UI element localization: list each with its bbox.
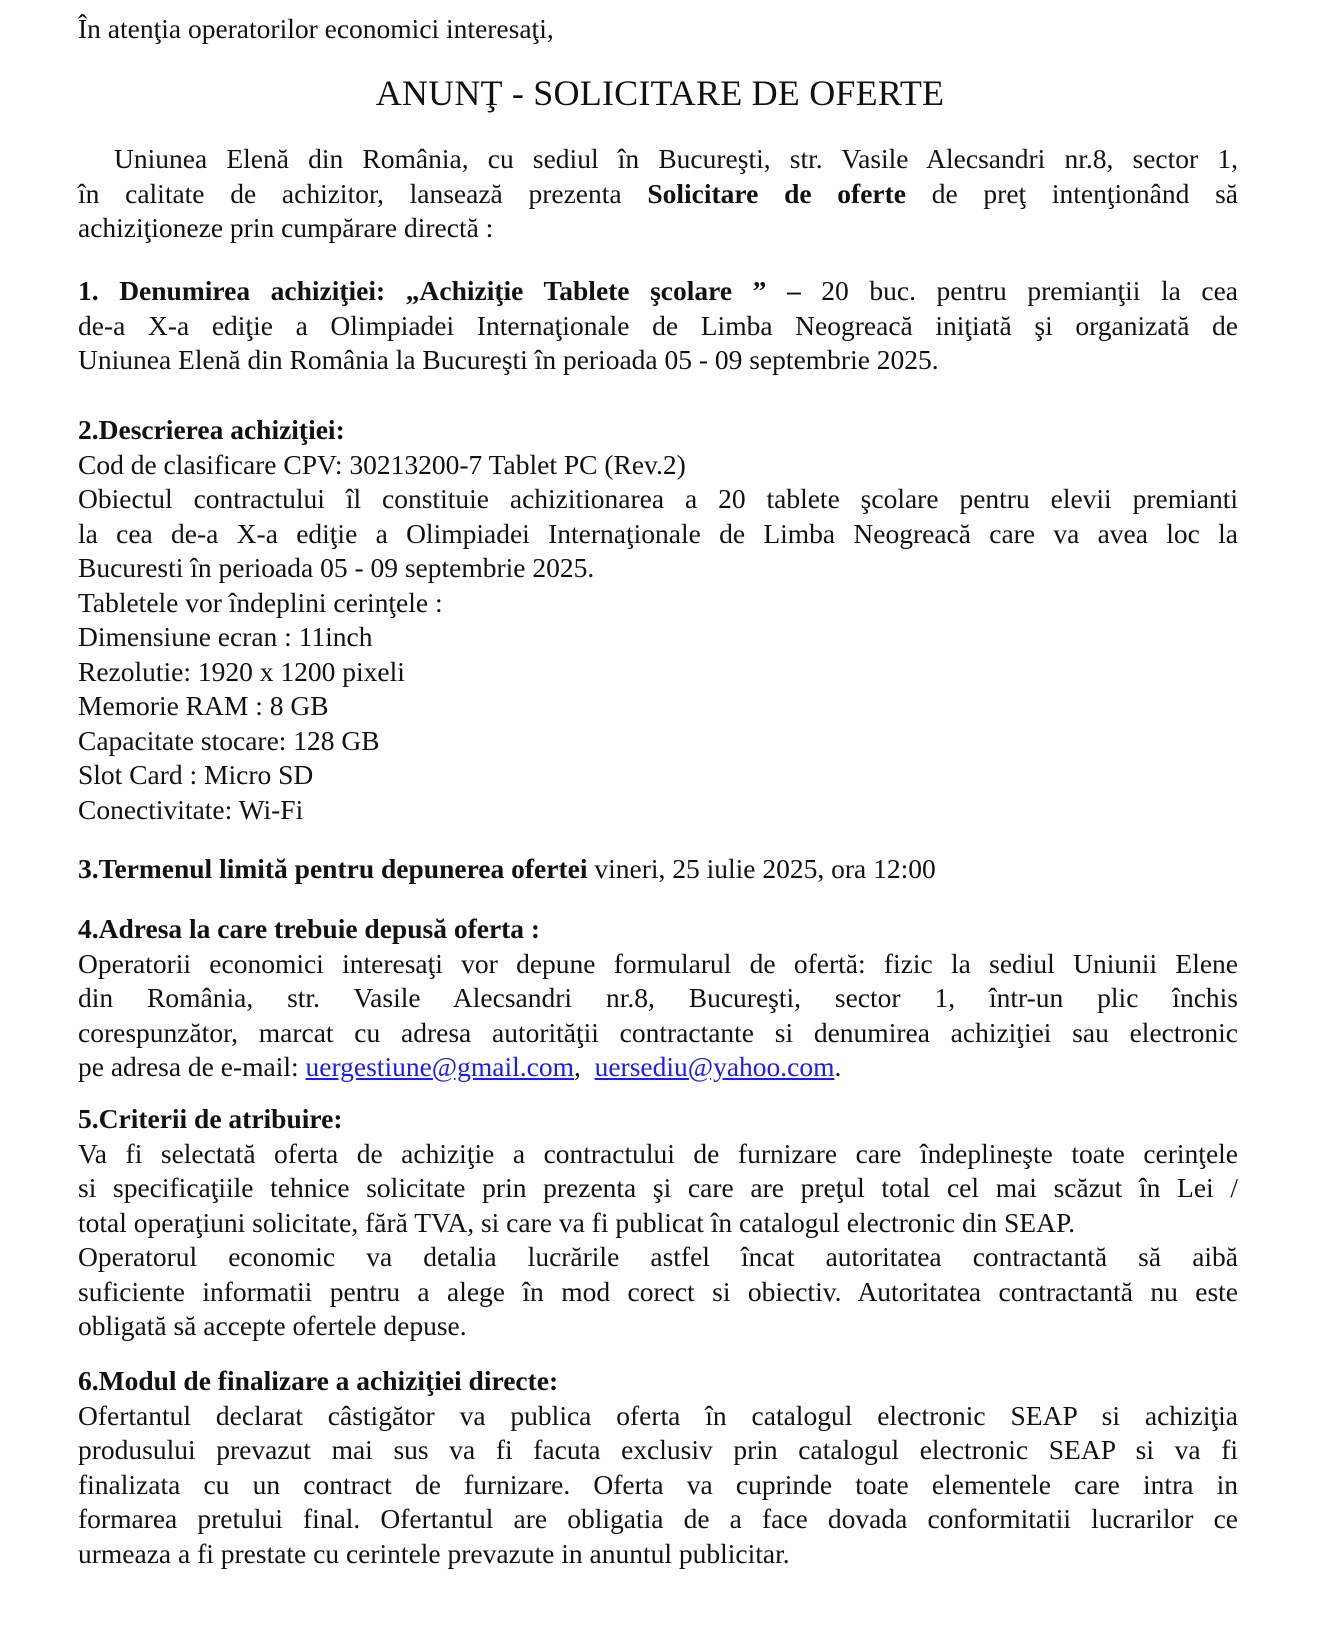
spec-storage: Capacitate stocare: 128 GB: [78, 724, 380, 756]
deadline-value: vineri, 25 iulie 2025, ora 12:00: [594, 853, 936, 884]
section-4-line-3: corespunzător, marcat cu adresa autorităţii contractante si denumirea achiziţiei sau electronic: [78, 1016, 1238, 1048]
intro-bold-text: Solicitare de oferte: [647, 177, 906, 209]
section-2-object-line-1: Obiectul contractului îl constituie achizitionarea a 20 tablete şcolare pentru elevii premianti: [78, 483, 1238, 514]
section-4-line-4: [78, 1050, 1238, 1085]
section-3: [78, 852, 1238, 887]
section-5-line-4: Operatorul economic va detalia lucrările astfel încat autoritatea contractantă să aibă: [78, 1241, 1238, 1272]
email-label: pe adresa de e-mail:: [78, 1051, 299, 1082]
intro-line-3: achiziţioneze prin cumpărare directă :: [78, 212, 494, 243]
section-3-line: [78, 852, 1238, 887]
section-1: [78, 274, 1238, 378]
section-6-line-1: Ofertantul declarat câstigător va publica oferta în catalogul electronic SEAP si achiziţia: [78, 1399, 1238, 1431]
spec-card-slot: Slot Card : Micro SD: [78, 759, 314, 790]
section-6-line-3: finalizata cu un contract de furnizare. Oferta va cuprinde toate elementele care intra in: [78, 1468, 1238, 1500]
intro-paragraph: [78, 142, 1238, 246]
section-1-line-2: de-a X-a ediţie a Olimpiadei Internaţionale de Limba Neogreacă iniţiată şi organizată de: [78, 309, 1238, 341]
section-4-line-1: Operatorii economici interesaţi vor depune formularul de ofertă: fizic la sediul Uniunii Elene: [78, 947, 1238, 979]
section-6: [78, 1364, 1238, 1571]
section-1-line-3: Uniunea Elenă din România la Bucureşti în perioada 05 - 09 septembrie 2025.: [78, 344, 939, 375]
section-1-text: 20 buc. pentru premianţii la cea: [821, 275, 1239, 306]
section-4: [78, 912, 1238, 1085]
intro-line-2: [78, 177, 1238, 212]
email-period: .: [834, 1051, 842, 1082]
section-1-heading: 1. Denumirea achiziţiei: „Achiziţie Tablete şcolare ” –: [78, 275, 801, 306]
intro-text: în calitate de achizitor, lansează prezenta: [78, 177, 622, 209]
spec-ram: Memorie RAM : 8 GB: [78, 690, 329, 721]
section-2-object-line-3: Bucuresti în perioada 05 - 09 septembrie 2025.: [78, 552, 595, 583]
section-6-heading: 6.Modul de finalizare a achiziţiei directe:: [78, 1365, 559, 1396]
section-4-heading: 4.Adresa la care trebuie depusă oferta :: [78, 913, 541, 944]
section-6-line-2: produsului prevazut mai sus va fi facuta exclusiv prin catalogul electronic SEAP si va fi: [78, 1434, 1238, 1465]
intro-line-1: Uniunea Elenă din România, cu sediul în Bucureşti, str. Vasile Alecsandri nr.8, sector 1,: [114, 143, 1238, 174]
page-title: ANUNŢ - SOLICITARE DE OFERTE: [375, 73, 945, 113]
section-3-heading: 3.Termenul limită pentru depunerea ofertei: [78, 853, 588, 884]
section-5: [78, 1102, 1238, 1344]
section-5-line-1: Va fi selectată oferta de achiziţie a contractului de furnizare care îndeplineşte toate cerinţele: [78, 1137, 1238, 1169]
section-6-line-5: urmeaza a fi prestate cu cerintele prevazute in anuntul publicitar.: [78, 1537, 790, 1569]
section-5-line-6: obligată să accepte ofertele depuse.: [78, 1310, 467, 1341]
spec-connectivity: Conectivitate: Wi-Fi: [78, 793, 304, 825]
spec-resolution: Rezolutie: 1920 x 1200 pixeli: [78, 655, 405, 687]
spec-screen-size: Dimensiune ecran : 11inch: [78, 621, 373, 652]
greeting: În atenţia operatorilor economici interesaţi,: [78, 13, 554, 44]
section-5-line-2: si specificaţiile tehnice solicitate prin prezenta şi care are preţul total cel mai scăzut în Lei /: [78, 1172, 1238, 1203]
email-link-gestiune[interactable]: uergestiune@gmail.com: [305, 1051, 574, 1082]
section-2: [78, 413, 1238, 827]
requirements-intro: Tabletele vor îndeplini cerinţele :: [78, 586, 443, 618]
section-5-heading: 5.Criterii de atribuire:: [78, 1103, 343, 1134]
section-6-line-4: formarea pretului final. Ofertantul are obligatia de a face dovada conformitatii lucrarilor ce: [78, 1503, 1238, 1534]
section-5-line-5: suficiente informatii pentru a alege în mod corect si obiectiv. Autoritatea contractantă nu este: [78, 1275, 1238, 1307]
intro-text: de preţ intenţionând să: [931, 177, 1239, 209]
email-link-sediu[interactable]: uersediu@yahoo.com: [594, 1051, 835, 1082]
section-2-heading: 2.Descrierea achiziţiei:: [78, 414, 345, 445]
cpv-code: Cod de clasificare CPV: 30213200-7 Tablet PC (Rev.2): [78, 448, 686, 480]
section-2-object-line-2: la cea de-a X-a ediţie a Olimpiadei Internaţionale de Limba Neogreacă care va avea loc la: [78, 517, 1238, 549]
email-separator: ,: [573, 1051, 581, 1082]
section-4-line-2: din România, str. Vasile Alecsandri nr.8, Bucureşti, sector 1, într-un plic închis: [78, 982, 1238, 1013]
section-5-line-3: total operaţiuni solicitate, fără TVA, si care va fi publicat în catalogul electronic din SEAP.: [78, 1206, 1076, 1238]
section-1-line-1: [78, 274, 1238, 309]
